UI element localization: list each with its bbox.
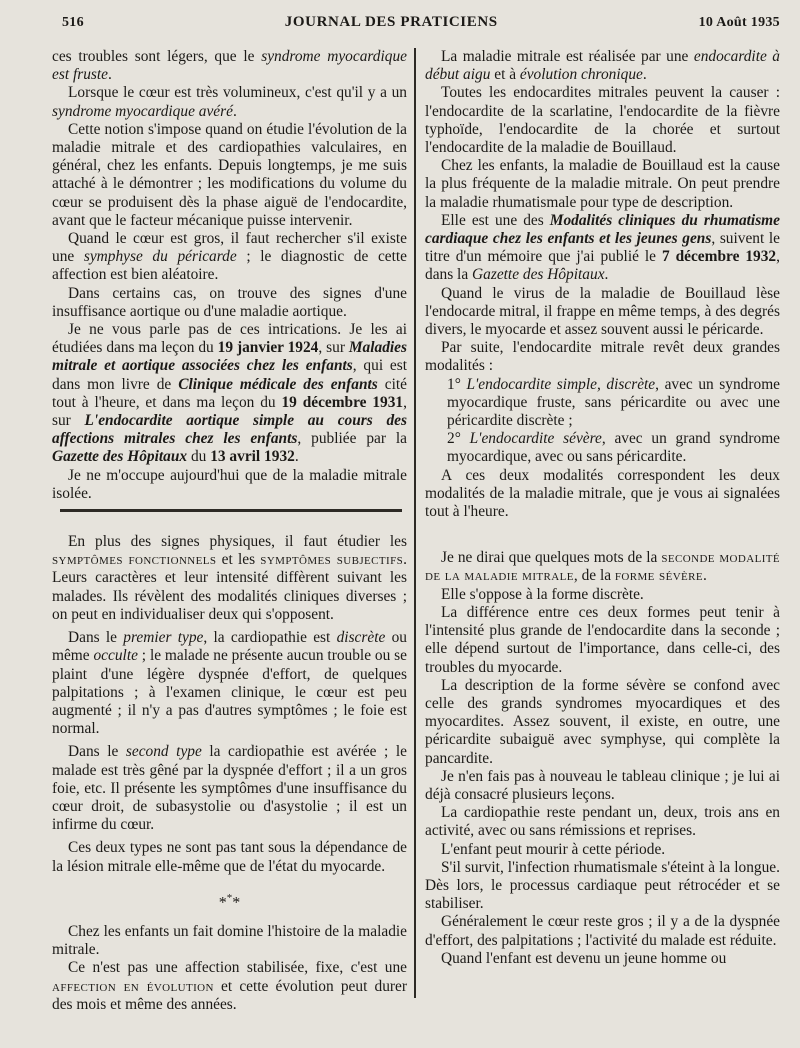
paragraph: Chez les enfants, la maladie de Bouillaud est la cause la plus fréquente de la maladie mitrale. On peut prendre la maladie rhumatismale pour type de description.: [425, 157, 780, 211]
paragraph: Je ne dirai que quelques mots de la seconde modalité de la maladie mitrale, de la forme sévère.: [425, 549, 780, 585]
journal-title: JOURNAL DES PRATICIENS: [284, 14, 498, 30]
issue-date: 10 Août 1935: [698, 15, 780, 30]
list-item: 1° L'endocardite simple, discrète, avec un syndrome myocardique fruste, sans péricardite ou avec une péricardite discrète ;: [447, 375, 780, 430]
paragraph: La description de la forme sévère se confond avec celle des grands syndromes myocardiques et des myocardites. Assez souvent, il existe, en outre, une péricardite subaiguë avec symphyse, qui complète la pancardite.: [425, 676, 780, 767]
paragraph: Quand le cœur est gros, il faut rechercher s'il existe une symphyse du péricarde ; le diagnostic de cette affection est bien aléatoire.: [52, 230, 407, 284]
paragraph: La différence entre ces deux formes peut tenir à l'intensité plus grande de l'endocardite dans la seconde ; elle dépend surtout de l'importance, dans celle-ci, des troubles du myocarde.: [425, 603, 780, 676]
paragraph: Elle est une des Modalités cliniques du rhumatisme cardiaque chez les enfants et les jeunes gens, suivent le titre d'un mémoire que j'ai publié le 7 décembre 1932, dans la Gazette des Hôpitaux.: [425, 211, 780, 284]
page-number: 516: [62, 15, 84, 30]
paragraph: A ces deux modalités correspondent les deux modalités de la maladie mitrale, que je vous ai signalées tout à l'heure.: [425, 466, 780, 521]
paragraph: La maladie mitrale est réalisée par une endocardite à début aigu et à évolution chronique.: [425, 48, 780, 84]
paragraph: Je ne vous parle pas de ces intrications. Je les ai étudiées dans ma leçon du 19 janvier 1924, sur Maladies mitrale et aortique associées chez les enfants, qui est dans mon livre de Clinique médicale des enfants cité tout à l'heure, et dans ma leçon du 19 décembre 1931, sur L'endocardite aortique simple au cours des affections mitrales chez les enfants, publiée par la Gazette des Hôpitaux du 13 avril 1932.: [52, 321, 407, 466]
column-divider: [414, 48, 416, 998]
section-separator-stars: ***: [218, 891, 241, 912]
paragraph: Dans certains cas, on trouve des signes d'une insuffisance aortique ou d'une maladie aortique.: [52, 284, 407, 320]
paragraph: Je n'en fais pas à nouveau le tableau clinique ; je lui ai déjà consacré plusieurs leçons.: [425, 767, 780, 803]
right-column: [425, 48, 780, 1038]
page-header: [62, 14, 780, 38]
paragraph: S'il survit, l'infection rhumatismale s'éteint à la longue. Dès lors, le processus cardiaque peut rétrocéder et se stabiliser.: [425, 858, 780, 913]
paragraph: Chez les enfants un fait domine l'histoire de la maladie mitrale.: [52, 923, 407, 959]
paragraph: Quand l'enfant est devenu un jeune homme ou: [441, 949, 727, 967]
paragraph: En plus des signes physiques, il faut étudier les symptômes fonctionnels et les symptômes subjectifs. Leurs caractères et leur intensité diffèrent suivant les malades. Ils révèlent des modalités cliniques diverses ; on peut en individualiser deux qui s'opposent.: [52, 533, 407, 623]
paragraph: Elle s'oppose à la forme discrète.: [441, 585, 644, 603]
paragraph: La cardiopathie reste pendant un, deux, trois ans en activité, avec ou sans rémissions et reprises.: [425, 804, 780, 840]
paragraph: Cette notion s'impose quand on étudie l'évolution de la maladie mitrale et des cardiopathies valculaires, en général, chez les enfants. Depuis longtemps, je me suis attaché à le démontrer ; les modifications du volume du cœur se produisent dès la phase aiguë de l'endocardite, avant que le facteur mécanique puisse intervenir.: [52, 120, 407, 229]
paragraph: Toutes les endocardites mitrales peuvent la causer : l'endocardite de la scarlatine, l'endocardite de la fièvre typhoïde, l'endocardite de la chorée et surtout l'endocardite de la maladie de Bouillaud.: [425, 84, 780, 157]
paragraph: Ces deux types ne sont pas tant sous la dépendance de la lésion mitrale elle-même que de l'état du myocarde.: [52, 839, 407, 875]
paragraph: Lorsque le cœur est très volumineux, c'est qu'il y a un syndrome myocardique avéré.: [52, 84, 407, 120]
paragraph: Dans le second type la cardiopathie est avérée ; le malade est très gêné par la dyspnée d'effort ; il a un gros foie, etc. Il présente les symptômes d'une insuffisance du cœur droit, de subasystolie ou d'asystolie ; il est un infirme du cœur.: [52, 743, 407, 834]
paragraph: Ce n'est pas une affection stabilisée, fixe, c'est une affection en évolution et cette évolution peut durer des mois et même des années.: [52, 959, 407, 1013]
paragraph: Dans le premier type, la cardiopathie est discrète ou même occulte ; le malade ne présente aucun trouble ou se plaint d'une légère dyspnée d'effort, de quelques palpitations ; à l'examen clinique, le cœur est peu augmenté ; il n'y a pas d'autres symptômes ; le foie est normal.: [52, 629, 407, 738]
paragraph: Généralement le cœur reste gros ; il y a de la dyspnée d'effort, des palpitations ; l'activité du malade est réduite.: [425, 913, 780, 949]
left-column: [52, 48, 407, 1038]
paragraph: ces troubles sont légers, que le syndrome myocardique est fruste.: [52, 48, 407, 84]
paragraph: L'enfant peut mourir à cette période.: [441, 840, 666, 858]
paragraph: Quand le virus de la maladie de Bouillaud lèse l'endocarde mitral, il frappe en même temps, à des degrés divers, le myocarde et assez souvent aussi le péricarde.: [425, 284, 780, 339]
list-item: 2° L'endocardite sévère, avec un grand syndrome myocardique, avec ou sans péricardite.: [447, 430, 780, 466]
paragraph: Par suite, l'endocardite mitrale revêt deux grandes modalités :: [425, 339, 780, 375]
paragraph: Je ne m'occupe aujourd'hui que de la maladie mitrale isolée.: [52, 466, 407, 502]
